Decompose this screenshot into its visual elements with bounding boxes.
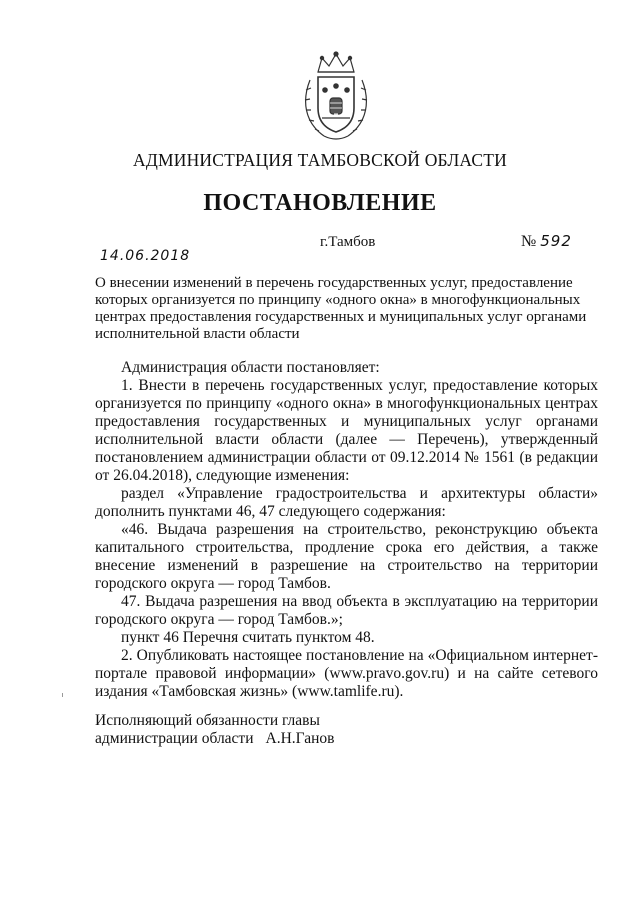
signatory-name: А.Н.Ганов (265, 730, 335, 747)
signature-block (95, 712, 334, 748)
document-date: 14.06.2018 (100, 248, 191, 264)
body-paragraph: Администрация области постановляет: (121, 359, 380, 376)
organization-title: АДМИНИСТРАЦИЯ ТАМБОВСКОЙ ОБЛАСТИ (133, 150, 507, 170)
body-paragraph: пункт 46 Перечня считать пунктом 48. (121, 629, 375, 646)
document-body (95, 359, 598, 701)
coat-of-arms-emblem-icon (296, 50, 376, 145)
document-type-title: ПОСТАНОВЛЕНИЕ (203, 190, 437, 216)
body-paragraph: раздел «Управление градостроительства и архитектуры области» дополнить пунктами 46, 47 следующего содержания: (95, 485, 598, 520)
number-value: 592 (540, 232, 572, 250)
number-label: № (521, 233, 537, 250)
document-number (521, 232, 572, 251)
body-paragraph: 2. Опубликовать настоящее постановление на «Официальном интернет-портале правовой информации» (www.pravo.gov.ru) и на сайте сетевого издания «Тамбовская жизнь» (www.tamlife.ru). (95, 647, 598, 700)
document-subject: О внесении изменений в перечень государственных услуг, предоставление которых организуется по принципу «одного окна» в многофункциональных центрах предоставления государственных и муниципальных услуг органами исполнительной власти области (95, 275, 587, 342)
body-paragraph: 1. Внести в перечень государственных услуг, предоставление которых организуется по принципу «одного окна» в многофункциональных центрах предоставления государственных и муниципальных услуг органами исполнительной власти области (далее — Перечень), утвержденный постановлением администрации области от 09.12.2014 № 1561 (в редакции от 26.04.2018), следующие изменения: (95, 377, 598, 484)
signature-position-line1: Исполняющий обязанности главы (95, 712, 320, 729)
signature-position-text: администрации области (95, 730, 254, 747)
document-city: г.Тамбов (320, 234, 376, 250)
body-paragraph: «46. Выдача разрешения на строительство, реконструкцию объекта капитального строительства, продление срока его действия, а также внесение изменений в разрешение на строительство на территории городского округа — город Тамбов. (95, 521, 598, 592)
scan-mark (62, 693, 63, 697)
body-paragraph: 47. Выдача разрешения на ввод объекта в эксплуатацию на территории городского округа — город Тамбов.»; (95, 593, 598, 628)
signature-position-line2 (95, 730, 334, 748)
